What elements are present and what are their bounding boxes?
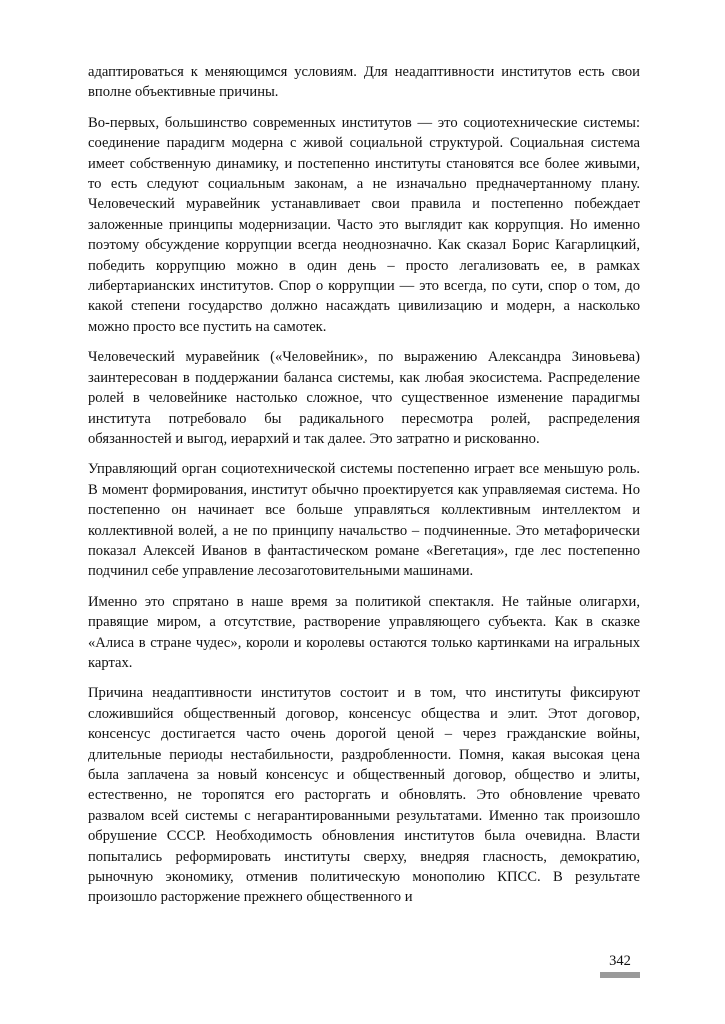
page-number-block xyxy=(600,952,640,978)
paragraph-3: Человеческий муравейник («Человейник», по выражению Александра Зиновьева) заинтересован в поддержании баланса системы, как любая экосистема. Распределение ролей в человейнике настолько сложное, что существенное изменение парадигмы института потребовало бы радикального пересмотра ролей, распределения обязанностей и выгод, иерархий и так далее. Это затратно и рискованно. xyxy=(88,349,640,447)
paragraph-2: Во-первых, большинство современных институтов — это социотехнические системы: соединение парадигм модерна с живой социальной структурой. Социальная система имеет собственную динамику, и постепенно институты становятся все более живыми, то есть следуют социальным законам, а не изначально предначертанному плану. Человеческий муравейник устанавливает свои правила и постепенно побеждает заложенные принципы модернизации. Часто это выглядит как коррупция. Но именно поэтому обсуждение коррупции всегда неоднозначно. Как сказал Борис Кагарлицкий, победить коррупцию можно в один день – просто легализовать ее, в рамках либертарианских институтов. Спор о коррупции — это всегда, по сути, спор о том, до какой степени государство должно насаждать цивилизацию и модерн, а насколько можно просто все пустить на самотек. xyxy=(88,114,640,335)
paragraph-5: Именно это спрятано в наше время за политикой спектакля. Не тайные олигархи, правящие миром, а отсутствие, растворение управляющего субъекта. Как в сказке «Алиса в стране чудес», короли и королевы остаются только картинками на игральных картах. xyxy=(88,593,640,671)
paragraph-1: адаптироваться к меняющимся условиям. Для неадаптивности институтов есть свои вполне объективные причины. xyxy=(88,64,640,101)
paragraph-4: Управляющий орган социотехнической системы постепенно играет все меньшую роль. В момент формирования, институт обычно проектируется как управляемая система. Но постепенно он начинает все больше управляться коллективным интеллектом и коллективной волей, а не по принципу начальство – подчиненные. Это метафорически показал Алексей Иванов в фантастическом романе «Вегетация», где лес постепенно подчинил себе управление лесозаготовительными машинами. xyxy=(88,461,640,580)
paragraph-6: Причина неадаптивности институтов состоит и в том, что институты фиксируют сложившийся общественный договор, консенсус общества и элит. Этот договор, консенсус достигается часто очень дорогой ценой – через гражданские войны, длительные периоды нестабильности, раздробленности. Помня, какая высокая цена была заплачена за новый консенсус и общественный договор, общество и элиты, естественно, не торопятся его расторгать и обновлять. Это обновление чревато развалом всей системы с негарантированными результатами. Именно так произошло обрушение СССР. Необходимость обновления институтов была очевидна. Власти попытались реформировать институты сверху, внедряя гласность, демократию, рыночную экономику, отменив политическую монополию КПСС. В результате произошло расторжение прежнего общественного и xyxy=(88,685,640,906)
page-number-bar xyxy=(600,972,640,978)
page-number: 342 xyxy=(609,953,631,969)
page-body xyxy=(88,62,640,918)
